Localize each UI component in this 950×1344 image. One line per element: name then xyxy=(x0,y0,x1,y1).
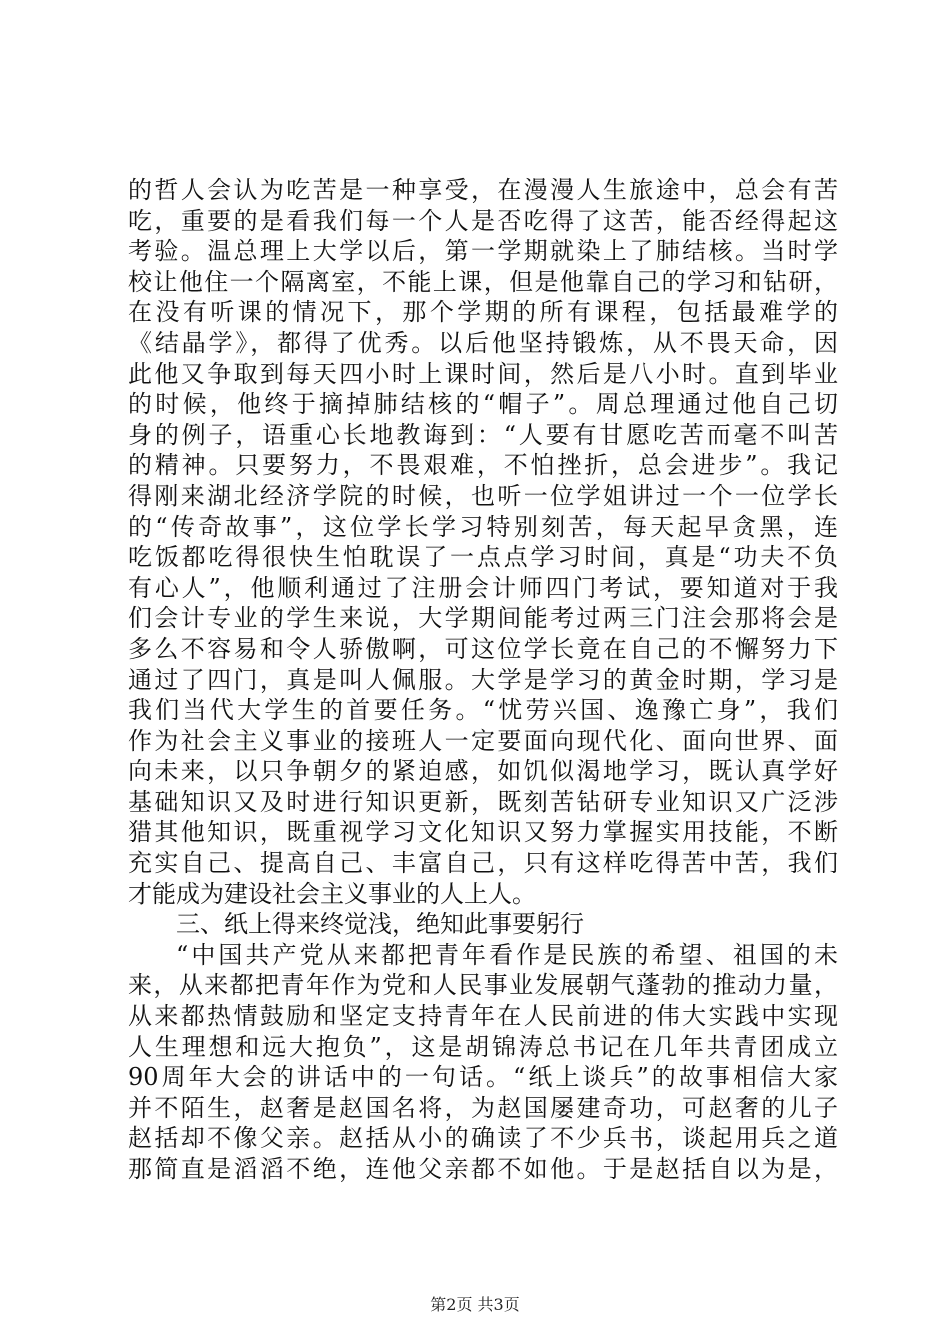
page-footer: 第2页 共3页 xyxy=(430,1295,520,1314)
body-line: 此他又争取到每天四小时上课时间，然后是八小时。直到毕业 xyxy=(128,359,838,388)
body-line: 才能成为建设社会主义事业的人上人。 xyxy=(128,879,536,908)
body-line: 猎其他知识，既重视学习文化知识又努力掌握实用技能，不断 xyxy=(128,818,838,847)
body-line: 的精神。只要努力，不畏艰难，不怕挫折，总会进步”。我记 xyxy=(128,451,838,480)
body-line: 向未来，以只争朝夕的紧迫感，如饥似渴地学习，既认真学好 xyxy=(128,757,838,786)
section-line: 并不陌生，赵奢是赵国名将，为赵国屡建奇功，可赵奢的儿子 xyxy=(128,1093,838,1122)
body-line: 吃，重要的是看我们每一个人是否吃得了这苦，能否经得起这 xyxy=(128,206,838,235)
body-line: 考验。温总理上大学以后，第一学期就染上了肺结核。当时学 xyxy=(128,237,838,266)
body-text xyxy=(128,175,838,1185)
body-line: 的时候，他终于摘掉肺结核的“帽子”。周总理通过他自己切 xyxy=(128,390,838,419)
body-line: 充实自己、提高自己、丰富自己，只有这样吃得苦中苦，我们 xyxy=(128,849,838,878)
body-line: 作为社会主义事业的接班人一定要面向现代化、面向世界、面 xyxy=(128,726,838,755)
body-line: 的“传奇故事”，这位学长学习特别刻苦，每天起早贪黑，连 xyxy=(128,512,838,541)
body-line: 多么不容易和令人骄傲啊，可这位学长竟在自己的不懈努力下 xyxy=(128,634,838,663)
body-line: 校让他住一个隔离室，不能上课，但是他靠自己的学习和钻研， xyxy=(128,267,838,296)
body-line: 有心人”，他顺利通过了注册会计师四门考试，要知道对于我 xyxy=(128,573,838,602)
body-line: 吃饭都吃得很快生怕耽误了一点点学习时间，真是“功夫不负 xyxy=(128,543,838,572)
body-line: 的哲人会认为吃苦是一种享受，在漫漫人生旅途中，总会有苦 xyxy=(128,176,838,204)
body-line: 在没有听课的情况下，那个学期的所有课程，包括最难学的 xyxy=(128,298,838,327)
body-line: 基础知识又及时进行知识更新，既刻苦钻研专业知识又广泛涉 xyxy=(128,787,838,816)
section-line: “中国共产党从来都把青年看作是民族的希望、祖国的未 xyxy=(176,940,838,969)
section-line: 90周年大会的讲话中的一句话。“纸上谈兵”的故事相信大家 xyxy=(128,1063,838,1092)
section-line: 人生理想和远大抱负”，这是胡锦涛总书记在几年共青团成立 xyxy=(128,1032,838,1061)
section-line: 从来都热情鼓励和坚定支持青年在人民前进的伟大实践中实现 xyxy=(128,1002,838,1031)
body-line: 得刚来湖北经济学院的时候，也听一位学姐讲过一个一位学长 xyxy=(128,481,838,510)
body-line: 我们当代大学生的首要任务。“忧劳兴国、逸豫亡身”，我们 xyxy=(128,696,838,725)
body-line: 身的例子，语重心长地教诲到：“人要有甘愿吃苦而毫不叫苦 xyxy=(128,420,838,449)
body-line: 们会计专业的学生来说，大学期间能考过两三门注会那将会是 xyxy=(128,604,838,633)
section-heading: 三、纸上得来终觉浅，绝知此事要躬行 xyxy=(176,910,584,939)
section-line: 那简直是滔滔不绝，连他父亲都不如他。于是赵括自以为是， xyxy=(128,1155,838,1183)
body-line: 《结晶学》，都得了优秀。以后他坚持锻炼，从不畏天命，因 xyxy=(128,328,838,357)
section-line: 来，从来都把青年作为党和人民事业发展朝气蓬勃的推动力量， xyxy=(128,971,838,1000)
body-line: 通过了四门，真是叫人佩服。大学是学习的黄金时期，学习是 xyxy=(128,665,838,694)
section-line: 赵括却不像父亲。赵括从小的确读了不少兵书，谈起用兵之道 xyxy=(128,1124,838,1153)
